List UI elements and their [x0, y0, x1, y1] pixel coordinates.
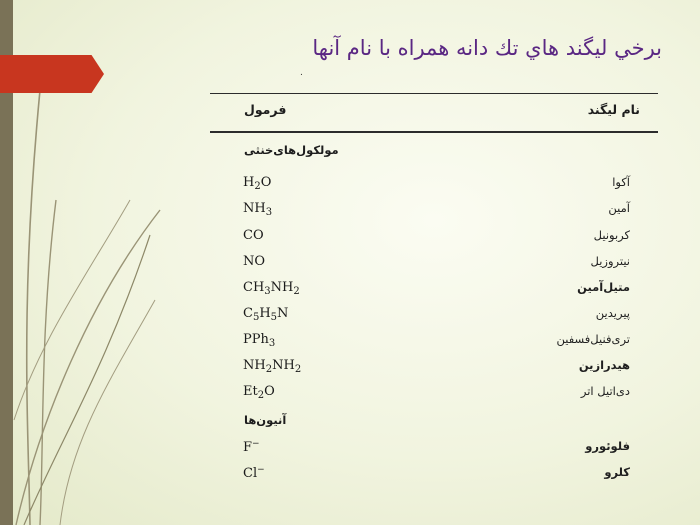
- formula-cell: $C_5H_5N$: [243, 306, 289, 323]
- header-bottom-rule: [210, 131, 658, 133]
- arrow-banner: [0, 55, 104, 93]
- ligand-name-cell: کلرو: [604, 465, 630, 479]
- table-row: [210, 439, 658, 459]
- table-row: [210, 228, 658, 248]
- ligand-name-cell: نیتروزیل: [590, 254, 630, 268]
- table-top-rule: [210, 93, 658, 94]
- table-row: [210, 384, 658, 404]
- ligand-name-cell: دی‌اتیل اتر: [580, 384, 630, 398]
- section-anions: آنیون‌ها: [244, 413, 287, 427]
- table-row: [210, 332, 658, 352]
- formula-cell: NO: [243, 254, 266, 269]
- ligand-name-cell: هیدرازین: [578, 358, 630, 372]
- table-row: [210, 465, 658, 485]
- formula-cell: CO: [243, 228, 264, 243]
- ligand-name-cell: متیل‌آمین: [577, 280, 630, 294]
- formula-cell: $NH_3$: [243, 201, 273, 218]
- ligand-name-cell: پیریدین: [595, 306, 630, 320]
- table-row: [210, 358, 658, 378]
- table-row: [210, 306, 658, 326]
- ligand-name-cell: آمین: [608, 201, 630, 215]
- section-neutral-molecules: مولکول‌های‌خنثی: [244, 143, 339, 157]
- ligand-name-cell: تری‌فنیل‌فسفین: [556, 332, 630, 346]
- ligand-name-cell: آکوا: [612, 175, 630, 189]
- formula-cell: $Et_2O$: [243, 384, 275, 401]
- formula-cell: PPh$_3$: [243, 332, 276, 349]
- slide-title: برخي ليگند هاي تك دانه همراه با نام آنها: [312, 36, 662, 60]
- formula-cell: Cl−: [243, 465, 265, 481]
- ligand-table: [210, 93, 658, 493]
- table-row: [210, 175, 658, 195]
- ligand-name-cell: کربونیل: [593, 228, 630, 242]
- table-row: [210, 201, 658, 221]
- header-formula: فرمول: [244, 102, 287, 117]
- table-row: [210, 254, 658, 274]
- formula-cell: $H_2O$: [243, 175, 272, 192]
- table-row: [210, 280, 658, 300]
- ligand-name-cell: فلوئورو: [585, 439, 630, 453]
- stray-mark: .: [300, 68, 303, 78]
- formula-cell: $NH_2NH_2$: [243, 358, 302, 375]
- formula-cell: $CH_3NH_2$: [243, 280, 300, 297]
- formula-cell: F−: [243, 439, 260, 455]
- header-ligand-name: نام لیگند: [587, 102, 640, 117]
